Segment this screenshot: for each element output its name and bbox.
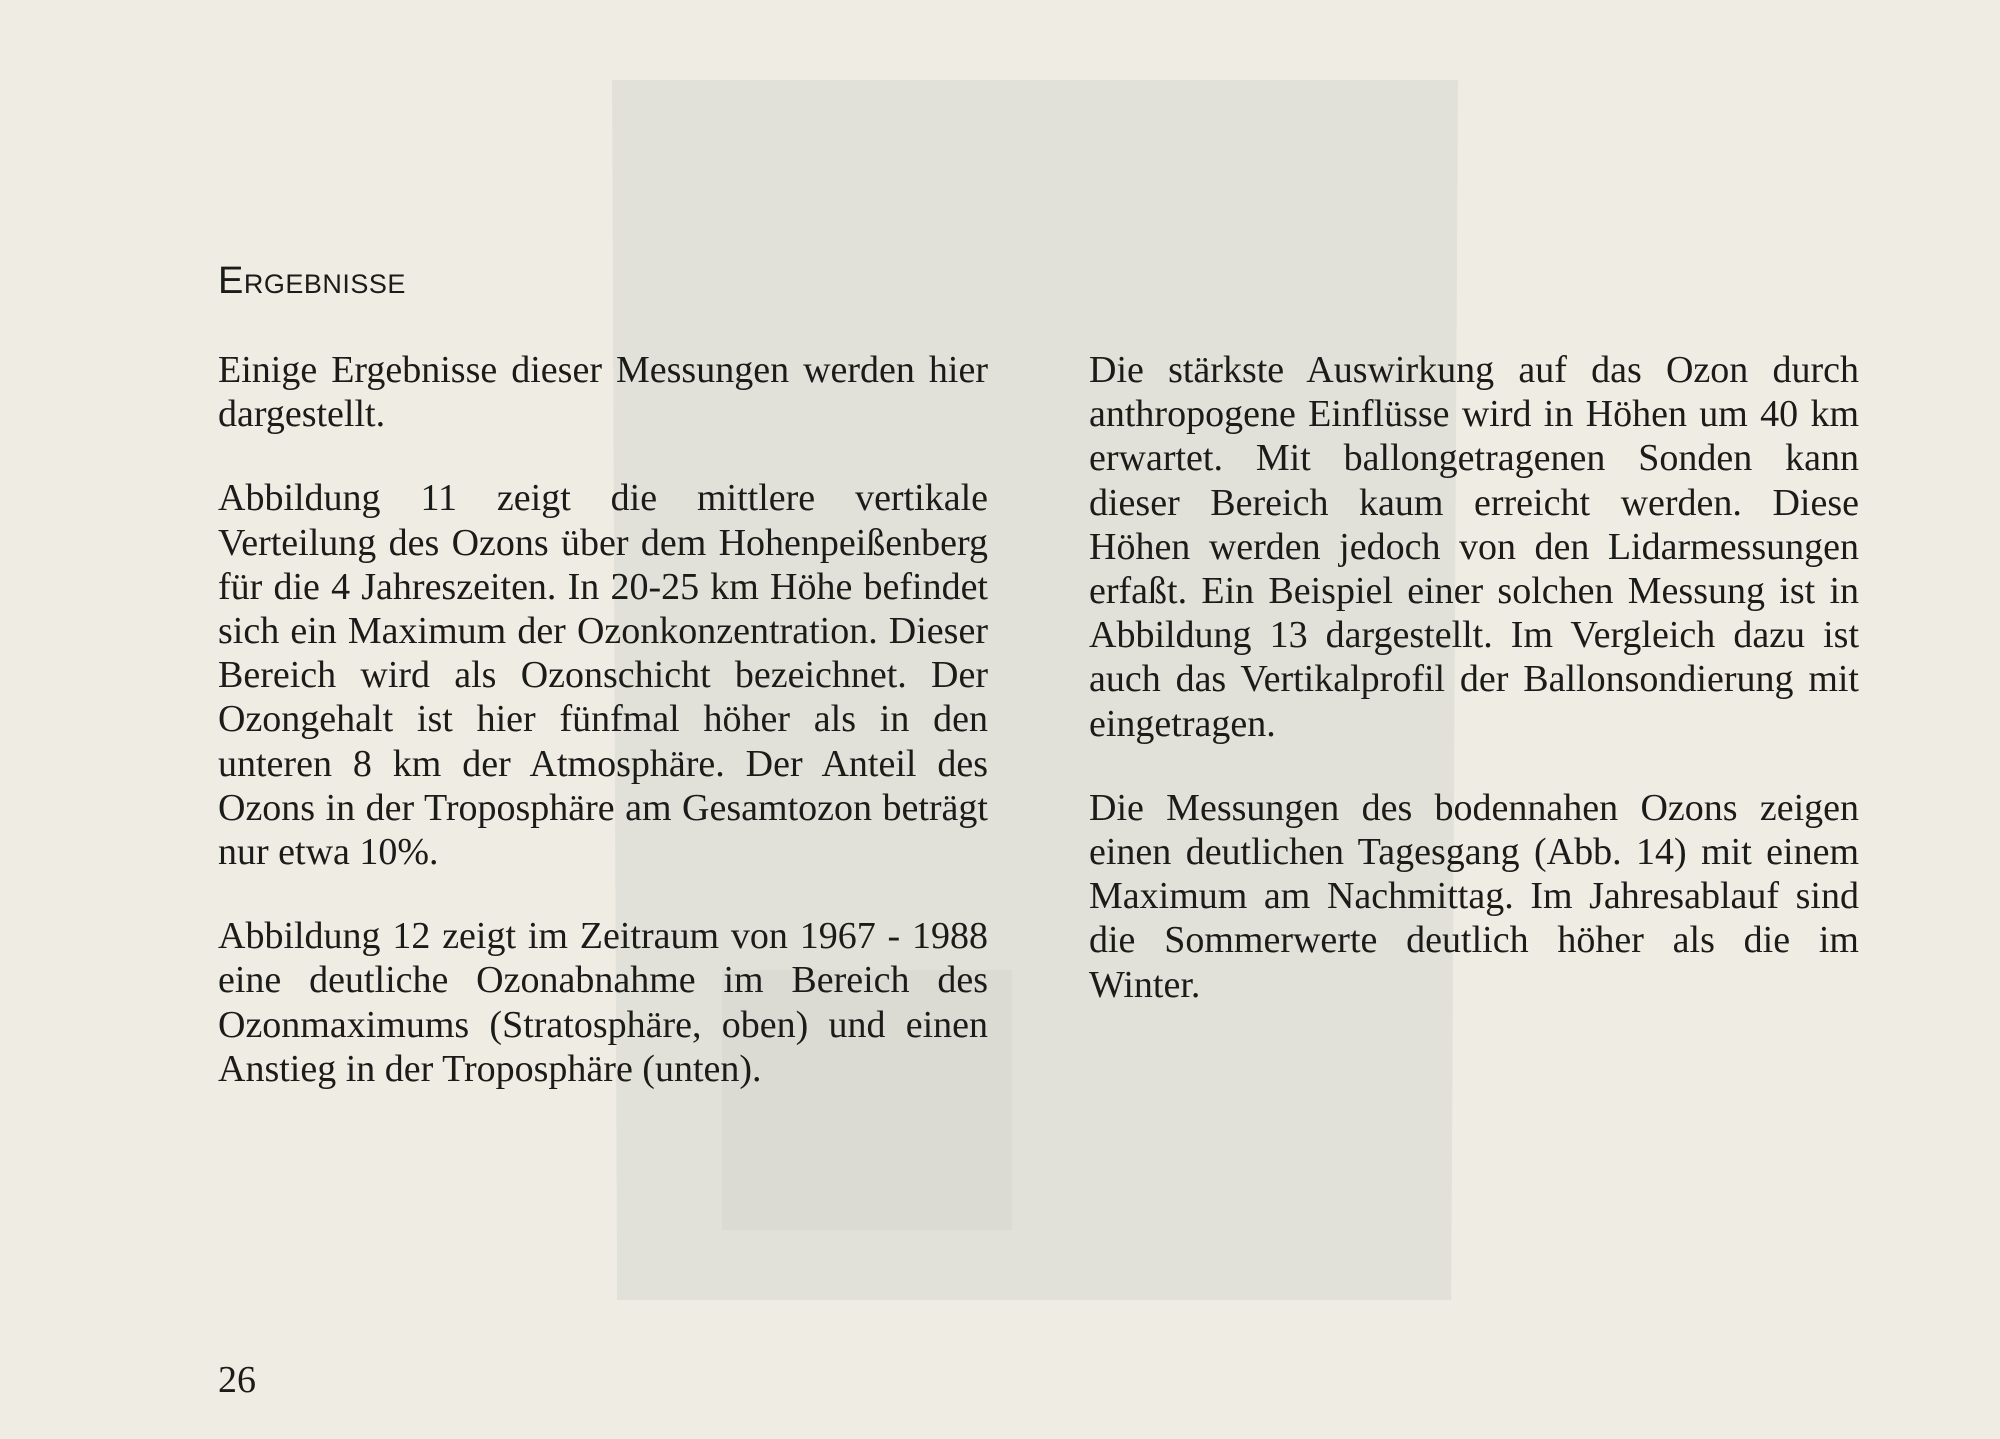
page-number: 26 bbox=[218, 1359, 256, 1401]
paragraph: Die Messungen des bodennahen Ozons zeigen einen deutlichen Tagesgang (Abb. 14) mit einem Maximum am Nachmittag. Im Jahresablauf sind die Sommerwerte deutlich höher als die im Winter. bbox=[1089, 786, 1859, 1006]
section-heading: Ergebnisse bbox=[218, 260, 406, 302]
paragraph: Abbildung 12 zeigt im Zeitraum von 1967 - 1988 eine deutliche Ozonabnahme im Bereich des Ozonmaximums (Stratosphäre, oben) und einen Anstieg in der Troposphäre (unten). bbox=[218, 915, 988, 1090]
right-text-column bbox=[1089, 348, 1859, 1007]
left-text-column bbox=[218, 348, 988, 1091]
paragraph: Einige Ergebnisse dieser Messungen werden hier dargestellt. bbox=[218, 349, 988, 436]
paragraph: Die stärkste Auswirkung auf das Ozon durch anthropogene Einflüsse wird in Höhen um 40 km erwartet. Mit ballongetragenen Sonden kann dieser Bereich kaum erreicht werden. Diese Höhen werden jedoch von den Lidarmessungen erfaßt. Ein Beispiel einer solchen Messung ist in Abbildung 13 dargestellt. Im Vergleich dazu ist auch das Vertikalprofil der Ballonsondierung mit eingetragen. bbox=[1089, 349, 1859, 745]
paragraph: Abbildung 11 zeigt die mittlere vertikale Verteilung des Ozons über dem Hohenpeißenberg für die 4 Jahreszeiten. In 20-25 km Höhe befindet sich ein Maximum der Ozonkonzentration. Dieser Bereich wird als Ozonschicht bezeichnet. Der Ozongehalt ist hier fünfmal höher als in den unteren 8 km der Atmosphäre. Der Anteil des Ozons in der Troposphäre am Gesamtozon beträgt nur etwa 10%. bbox=[218, 477, 988, 874]
